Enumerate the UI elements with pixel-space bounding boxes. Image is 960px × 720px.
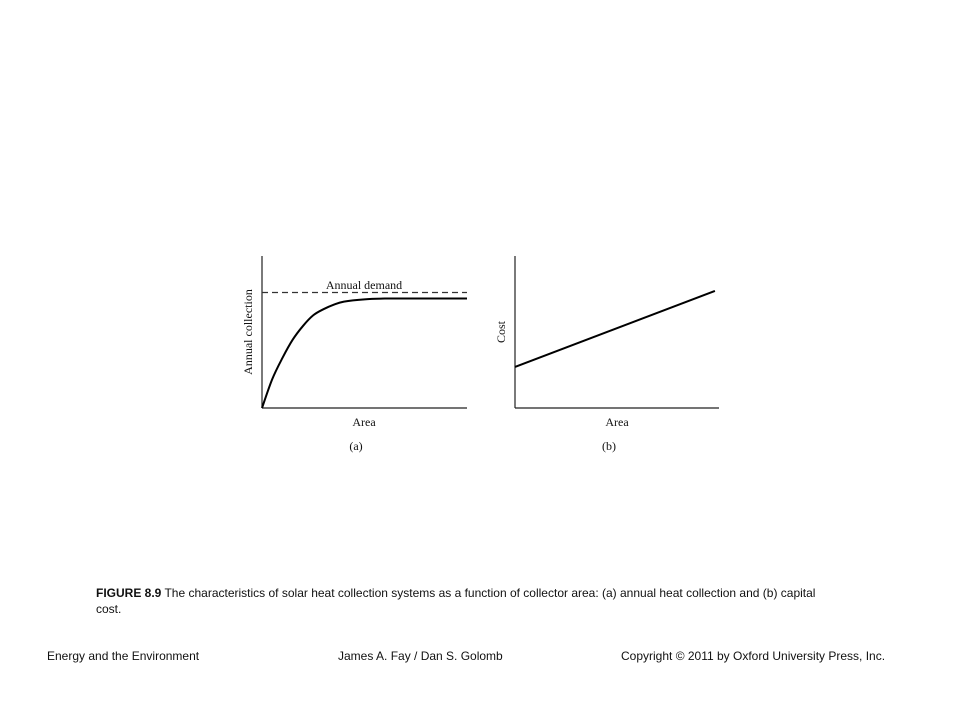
panel-b-series-line [515, 291, 715, 367]
figure-caption [96, 585, 826, 617]
panel-b-y-label: Cost [494, 320, 508, 344]
footer-book-title: Energy and the Environment [47, 649, 200, 663]
footer-authors: James A. Fay / Dan S. Golomb [338, 649, 503, 663]
footer-copyright: Copyright © 2011 by Oxford University Press, Inc. [621, 649, 886, 663]
panel-a-x-label: Area [352, 415, 376, 429]
panel-a-label: (a) [349, 439, 363, 453]
figure-label: FIGURE 8.9 [96, 586, 162, 600]
caption-text: The characteristics of solar heat collection systems as a function of collector area: (a) annual heat collection and (b) capital cost. [96, 586, 816, 616]
panel-a-series-line [262, 299, 467, 408]
panel-a-reference-label: Annual demand [325, 278, 403, 292]
panel-b-label: (b) [602, 439, 616, 453]
panel-a-y-label: Annual collection [241, 289, 255, 375]
panel-b-x-label: Area [605, 415, 629, 429]
panel-a [241, 256, 467, 453]
panel-b [494, 256, 719, 453]
